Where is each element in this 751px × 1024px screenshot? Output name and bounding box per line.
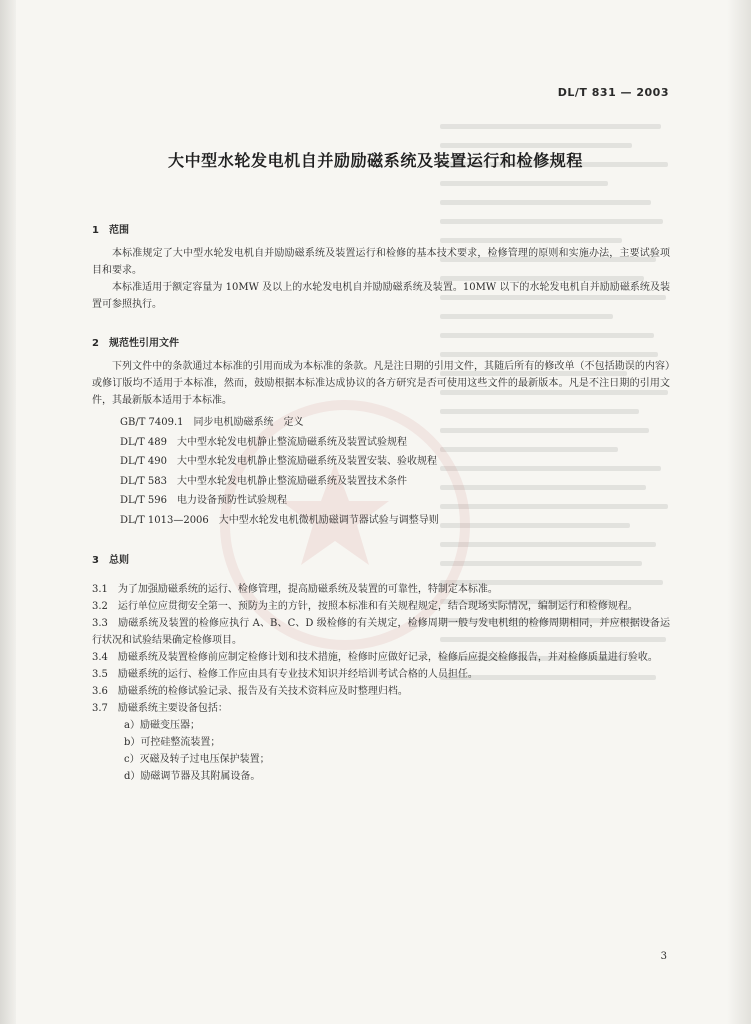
reference-item: DL/T 583 大中型水轮发电机静止整流励磁系统及装置技术条件	[120, 475, 407, 487]
paragraph: 本标准适用于额定容量为 10MW 及以上的水轮发电机自并励励磁系统及装置。10MW 以下的水轮发电机自并励励磁系统及装置可参照执行。	[92, 282, 670, 310]
standard-code: DL/T 831 — 2003	[557, 86, 669, 99]
list-item: b）可控硅整流装置；	[124, 737, 221, 748]
paragraph: 下列文件中的条款通过本标准的引用而成为本标准的条款。凡是注日期的引用文件，其随后所有的修改单（不包括勘误的内容）或修订版均不适用于本标准，然而，鼓励根据本标准达成协议的各方研究是否可使用这些文件的最新版本。凡是不注日期的引用文件，其最新版本适用于本标准。	[92, 361, 670, 406]
document-body	[92, 222, 670, 785]
list-item: d）励磁调节器及其附属设备。	[124, 771, 261, 782]
paragraph: 本标准规定了大中型水轮发电机自并励励磁系统及装置运行和检修的基本技术要求，检修管理的原则和实施办法，主要试验项目和要求。	[92, 248, 670, 276]
reference-item: GB/T 7409.1 同步电机励磁系统 定义	[120, 417, 304, 428]
list-item: a）励磁变压器；	[124, 720, 200, 731]
reference-item: DL/T 490 大中型水轮发电机静止整流励磁系统及装置安装、验收规程	[120, 456, 437, 467]
clause: 3.5 励磁系统的运行、检修工作应由具有专业技术知识并经培训考试合格的人员担任。	[92, 669, 478, 680]
list-item: c）灭磁及转子过电压保护装置；	[124, 754, 270, 765]
page-number: 3	[660, 951, 667, 962]
clause: 3.7 励磁系统主要设备包括：	[92, 703, 228, 714]
document-title: 大中型水轮发电机自并励励磁系统及装置运行和检修规程	[167, 151, 583, 170]
clause: 3.3 励磁系统及装置的检修应执行 A、B、C、D 级检修的有关规定，检修周期一般与发电机组的检修周期相同，并应根据设备运行状况和试验结果确定检修项目。	[92, 618, 670, 646]
clause: 3.1 为了加强励磁系统的运行、检修管理，提高励磁系统及装置的可靠性，特制定本标准。	[92, 584, 498, 595]
reference-item: DL/T 596 电力设备预防性试验规程	[120, 495, 287, 506]
reference-item: DL/T 1013—2006 大中型水轮发电机微机励磁调节器试验与调整导则	[120, 514, 439, 526]
section-heading-normative-refs: 2 规范性引用文件	[92, 338, 179, 349]
reference-list	[120, 413, 670, 530]
section-heading-general: 3 总则	[92, 555, 129, 566]
clause: 3.2 运行单位应贯彻安全第一、预防为主的方针，按照本标准和有关规程规定，结合现场实际情况，编制运行和检修规程。	[92, 601, 638, 612]
reference-item: DL/T 489 大中型水轮发电机静止整流励磁系统及装置试验规程	[120, 436, 407, 448]
section-heading-scope: 1 范围	[92, 225, 129, 236]
clause: 3.4 励磁系统及装置检修前应制定检修计划和技术措施，检修时应做好记录，检修后应提交检修报告，并对检修质量进行验收。	[92, 652, 658, 663]
clause: 3.6 励磁系统的检修试验记录、报告及有关技术资料应及时整理归档。	[92, 686, 408, 697]
